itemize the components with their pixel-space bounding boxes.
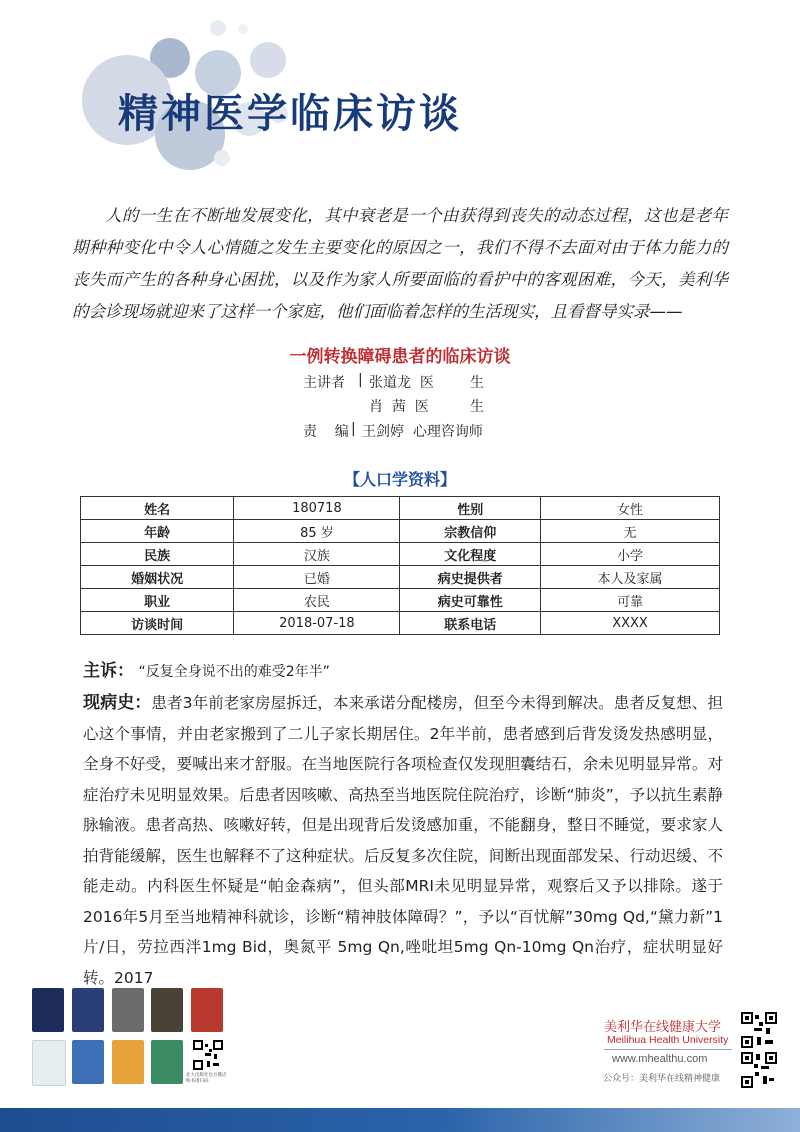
brand-divider <box>604 1049 732 1050</box>
complaint-text: “反复全身说不出的难受2年半” <box>138 664 330 680</box>
history-text: 患者3年前老家房屋拆迁，本来承诺分配楼房，但至今未得到解决。患者反复想、担心这个事情，并由老家搬到了二儿子家长期居住。2年半前，患者感到后背发烫发热感明显，全身不好受，要喊出来才舒服。在当地医院行各项检查仅发现胆囊结石，余未见明显异常。对症治疗未见明显效果。后患者因咳嗽、高热至当地医院住院治疗，诊断“肺炎”，予以抗生素静脉输液。患者高热、咳嗽好转，但是出现背后发烫感加重，不能翻身，整日不睡觉，要求家人拍背能缓解，医生也解释不了这种症状。后反复多次住院，间断出现面部发呆、行动迟缓、不能走动。内科医生怀疑是“帕金森病”，但头部MRI未见明显异常，观察后又予以排除。遂于2016年5月至当地精神科就诊，诊断“精神肢体障碍？”，予以“百忧解”30mg Qd,“黛力新”1片/日，劳拉西泮1mg Bid，奥氮平 5mg Qn,唑吡坦5mg Qn-10mg Qn治疗，症状明显好转。2017 <box>83 694 723 987</box>
book-cover-icon <box>112 988 144 1032</box>
speaker-1: 张道龙 医 <box>369 375 434 391</box>
editor-name: 王剑婷 心理咨询师 <box>362 424 483 440</box>
footer-bar <box>0 1108 800 1132</box>
demographics-table <box>80 496 720 635</box>
field-label: 姓名 <box>81 497 234 520</box>
field-value: 农民 <box>234 589 400 612</box>
field-label: 年龄 <box>81 520 234 543</box>
speaker-label: 主讲者 <box>303 375 345 391</box>
brand-cn: 美利华在线健康大学 <box>604 1019 722 1034</box>
field-label: 访谈时间 <box>81 612 234 635</box>
speaker-2: 肖 茜 医 <box>369 399 429 415</box>
field-label: 病史提供者 <box>400 566 541 589</box>
field-value: 180718 <box>234 497 400 520</box>
field-value: 汉族 <box>234 543 400 566</box>
qr-caption: 购书请扫码 <box>186 1079 209 1084</box>
table-row <box>81 612 720 635</box>
brand-en: Meilihua Health University <box>607 1034 729 1046</box>
field-label: 联系电话 <box>400 612 541 635</box>
book-cover-icon <box>191 988 223 1032</box>
table-row <box>81 543 720 566</box>
qr-code-icon <box>193 1040 223 1070</box>
field-label: 民族 <box>81 543 234 566</box>
field-value: 已婚 <box>234 566 400 589</box>
website-link[interactable]: www.mhealthu.com <box>612 1053 708 1065</box>
book-cover-icon <box>151 988 183 1032</box>
chief-complaint <box>83 656 330 681</box>
demographics-heading: 【人口学资料】 <box>343 470 456 489</box>
intro-paragraph: 人的一生在不断地发展变化，其中衰老是一个由获得到丧失的动态过程，这也是老年期种种变化中令人心情随之发生主要变化的原因之一，我们不得不去面对由于体力能力的丧失而产生的各种身心困扰，以及作为家人所要面临的看护中的客观困难，今天，美利华的会诊现场就迎来了这样一个家庭，他们面临着怎样的生活现实，且看督导实录—— <box>72 206 728 321</box>
speaker-1-suffix: 生 <box>470 375 484 391</box>
field-label: 职业 <box>81 589 234 612</box>
present-illness <box>83 688 723 993</box>
field-label: 性别 <box>400 497 541 520</box>
book-cover-icon <box>32 1040 66 1086</box>
field-label: 病史可靠性 <box>400 589 541 612</box>
field-value: 可靠 <box>541 589 720 612</box>
history-label: 现病史： <box>83 693 152 713</box>
field-label: 宗教信仰 <box>400 520 541 543</box>
table-row <box>81 589 720 612</box>
speaker-2-suffix: 生 <box>470 399 484 415</box>
table-row <box>81 497 720 520</box>
label-divider: | <box>351 421 356 437</box>
field-value: 2018-07-18 <box>234 612 400 635</box>
label-divider: | <box>358 372 363 388</box>
field-value: 无 <box>541 520 720 543</box>
page-title: 精神医学临床访谈 <box>118 91 462 137</box>
article-subtitle: 一例转换障碍患者的临床访谈 <box>289 347 511 367</box>
field-value: 小学 <box>541 543 720 566</box>
editor-label: 责 编 <box>303 424 349 440</box>
table-row <box>81 520 720 543</box>
book-cover-icon <box>72 988 104 1032</box>
field-value: 女性 <box>541 497 720 520</box>
field-label: 文化程度 <box>400 543 541 566</box>
field-value: XXXX <box>541 612 720 635</box>
qr-caption: 北大出版社官方微店 <box>186 1073 227 1078</box>
book-cover-icon <box>32 988 64 1032</box>
book-cover-icon <box>72 1040 104 1084</box>
complaint-label: 主诉： <box>83 661 134 681</box>
qr-code-icon <box>741 1052 777 1088</box>
field-label: 婚姻状况 <box>81 566 234 589</box>
qr-code-icon <box>741 1012 777 1048</box>
wechat-account: 公众号：美利华在线精神健康 <box>603 1073 721 1083</box>
field-value: 本人及家属 <box>541 566 720 589</box>
book-cover-icon <box>151 1040 183 1084</box>
field-value: 85 岁 <box>234 520 400 543</box>
book-cover-icon <box>112 1040 144 1084</box>
table-row <box>81 566 720 589</box>
